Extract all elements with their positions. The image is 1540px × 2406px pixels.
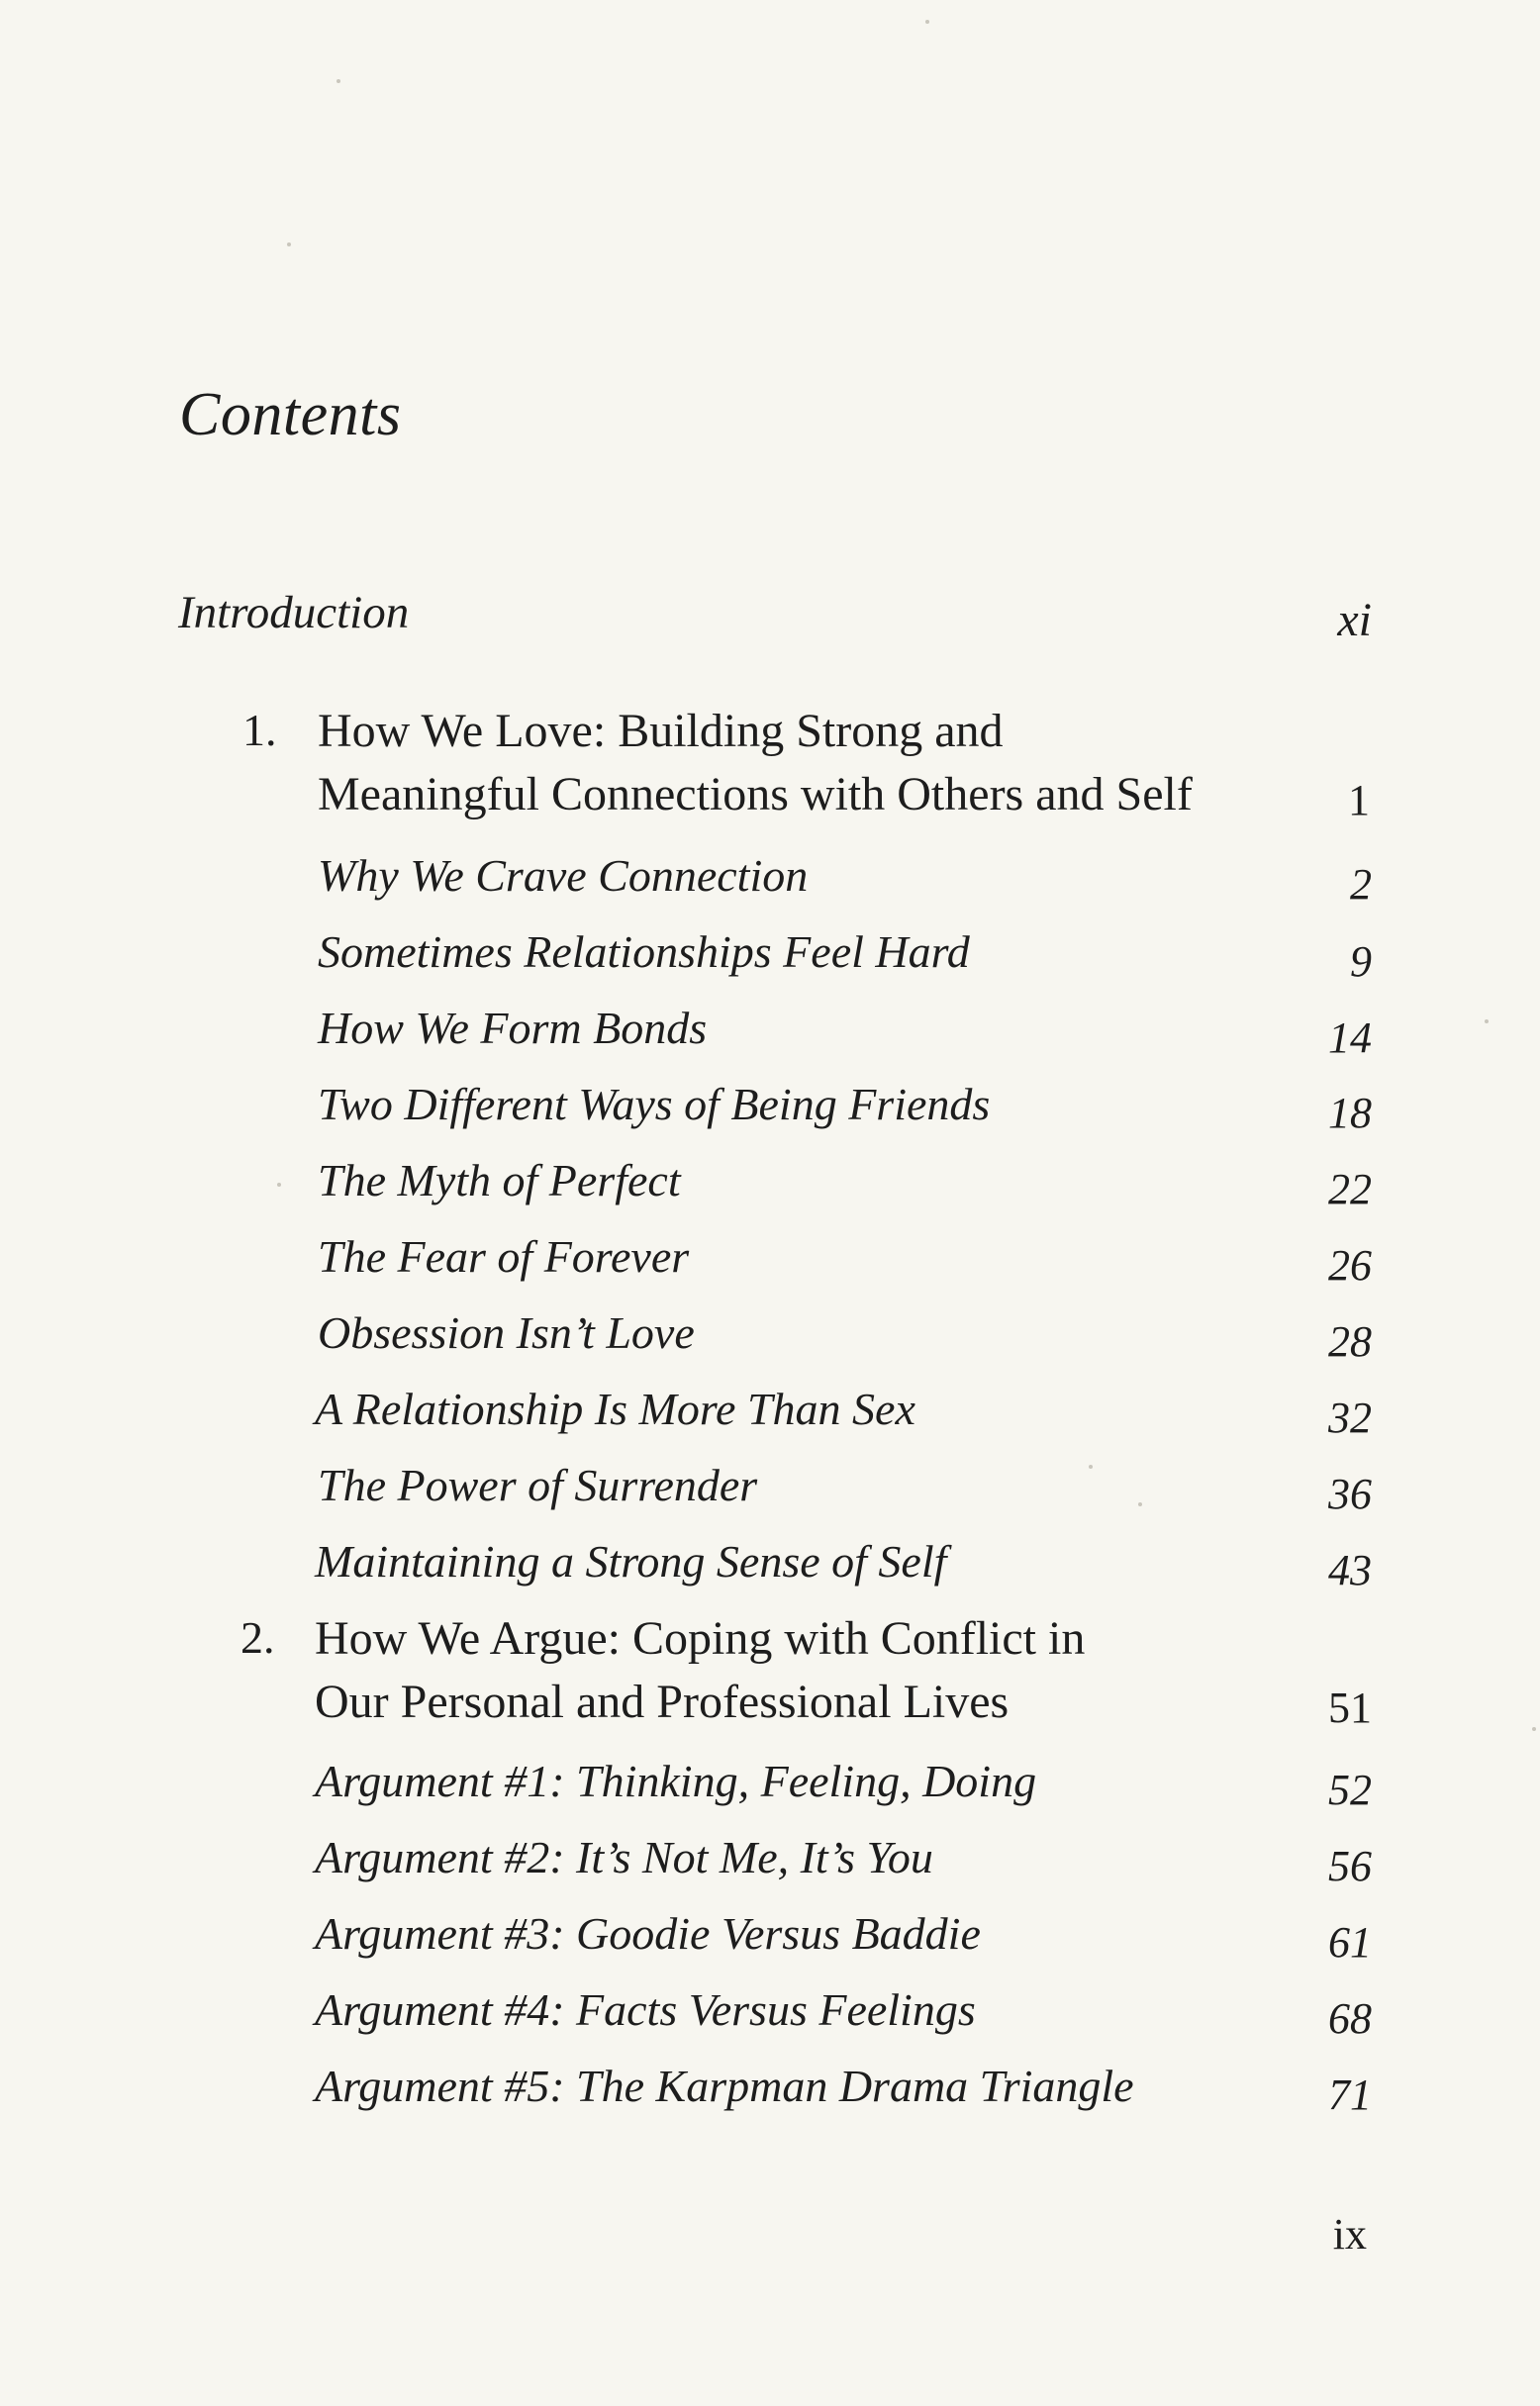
paper-speck [287,242,291,246]
paper-speck [1138,1502,1142,1506]
chapter-title: How We Argue: Coping with Conflict in [315,1612,1086,1665]
section-page: 26 [1328,1241,1372,1290]
chapter-page: 51 [1328,1684,1372,1732]
paper-speck [1485,1019,1489,1023]
toc-introduction-page: xi [1337,594,1372,646]
toc-section: Argument #2: It’s Not Me, It’s You [315,1832,933,1882]
paper-speck [277,1183,281,1187]
toc-section: Argument #5: The Karpman Drama Triangle [315,2061,1134,2111]
toc-section: The Power of Surrender [318,1460,758,1510]
toc-section: Why We Crave Connection [318,850,809,901]
paper-speck [1532,1727,1536,1731]
page-folio: ix [1332,2210,1367,2259]
chapter-title: Meaningful Connections with Others and Self [318,768,1193,820]
toc-section: Obsession Isn’t Love [318,1307,695,1358]
section-page: 43 [1328,1546,1372,1594]
toc-section: Sometimes Relationships Feel Hard [318,926,970,977]
toc-section: Argument #4: Facts Versus Feelings [315,1984,976,2035]
section-page: 2 [1350,860,1372,909]
chapter-number: 2. [241,1612,275,1663]
toc-section: Argument #1: Thinking, Feeling, Doing [315,1756,1037,1806]
section-page: 18 [1328,1089,1372,1137]
toc-introduction: Introduction [178,587,410,638]
section-page: 32 [1328,1394,1372,1442]
paper-speck [337,79,340,83]
toc-section: How We Form Bonds [318,1003,708,1053]
section-page: 36 [1328,1470,1372,1518]
chapter-number: 1. [242,705,277,755]
section-page: 52 [1328,1766,1372,1814]
section-page: 28 [1328,1317,1372,1366]
section-page: 68 [1328,1994,1372,2043]
page-title: Contents [179,381,402,448]
section-page: 71 [1328,2070,1372,2119]
toc-section: The Myth of Perfect [318,1155,681,1205]
section-page: 61 [1328,1918,1372,1967]
paper-speck [925,20,929,24]
section-page: 9 [1350,937,1372,986]
chapter-title: Our Personal and Professional Lives [315,1676,1010,1728]
toc-section: Two Different Ways of Being Friends [318,1079,991,1129]
chapter-title: How We Love: Building Strong and [318,705,1004,757]
toc-section: Maintaining a Strong Sense of Self [315,1536,947,1587]
section-page: 22 [1328,1165,1372,1213]
paper-speck [1089,1465,1093,1469]
chapter-page: 1 [1348,776,1370,824]
section-page: 14 [1328,1013,1372,1062]
section-page: 56 [1328,1842,1372,1890]
toc-section: The Fear of Forever [318,1231,690,1282]
toc-section: Argument #3: Goodie Versus Baddie [315,1908,981,1959]
toc-section: A Relationship Is More Than Sex [315,1384,915,1434]
